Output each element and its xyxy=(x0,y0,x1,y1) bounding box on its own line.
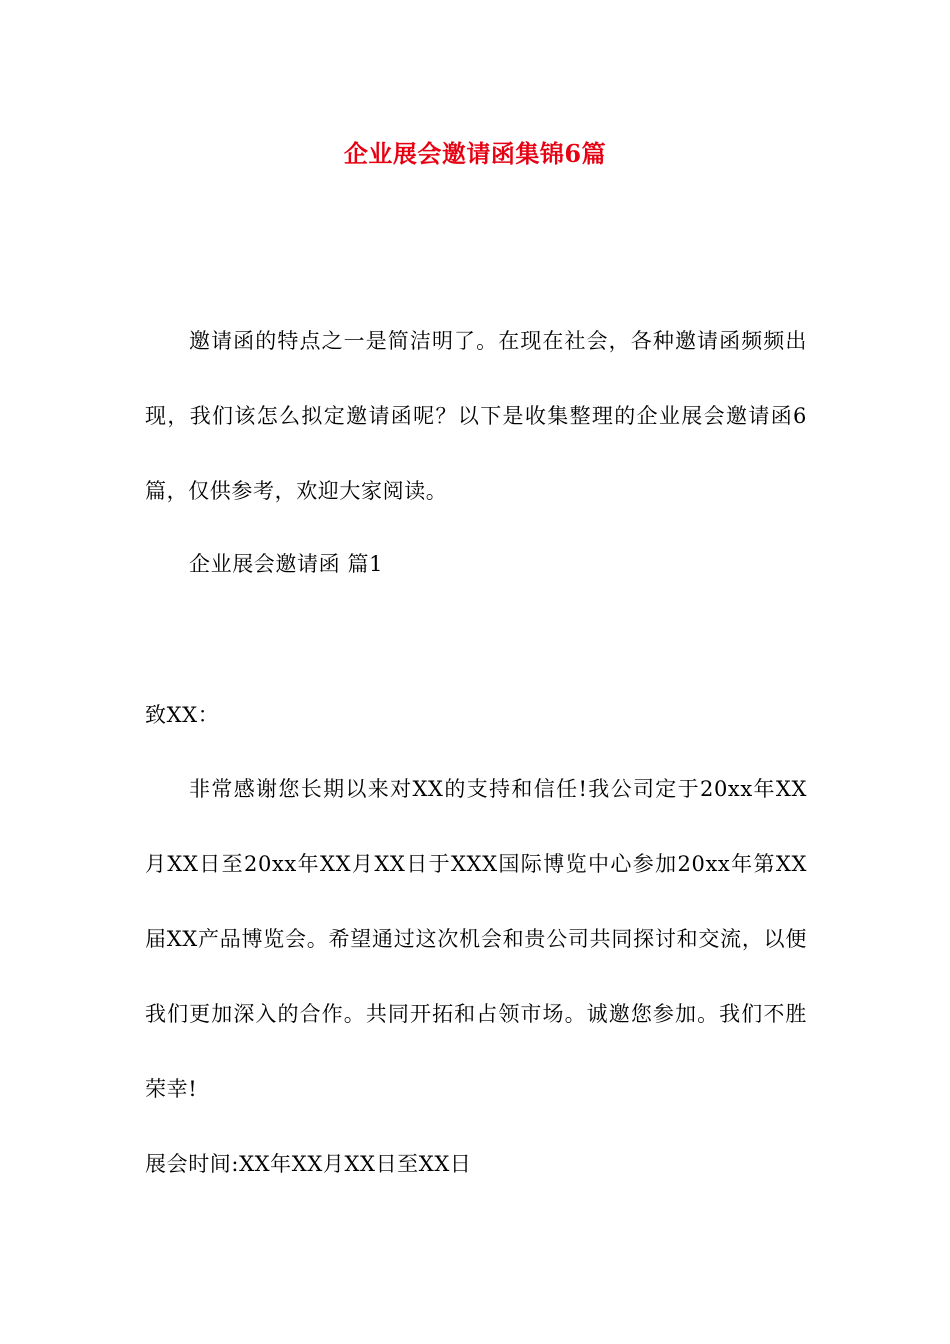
exhibition-time: 展会时间:XX年XX月XX日至XX日 xyxy=(145,1152,472,1176)
intro-paragraph: 邀请函的特点之一是简洁明了。在现在社会，各种邀请函频频出现，我们该怎么拟定邀请函呢？以下是收集整理的企业展会邀请函6篇，仅供参考，欢迎大家阅读。 xyxy=(145,329,807,503)
body-paragraph: 非常感谢您长期以来对XX的支持和信任!我公司定于20xx年XX月XX日至20xx年XX月XX日于XXX国际博览中心参加20xx年第XX届XX产品博览会。希望通过这次机会和贵公司共同探讨和交流，以便我们更加深入的合作。共同开拓和占领市场。诚邀您参加。我们不胜荣幸! xyxy=(145,777,807,1101)
salutation: 致XX： xyxy=(145,703,220,727)
section-heading: 企业展会邀请函 篇1 xyxy=(189,552,384,576)
document-title: 企业展会邀请函集锦6篇 xyxy=(343,139,607,168)
